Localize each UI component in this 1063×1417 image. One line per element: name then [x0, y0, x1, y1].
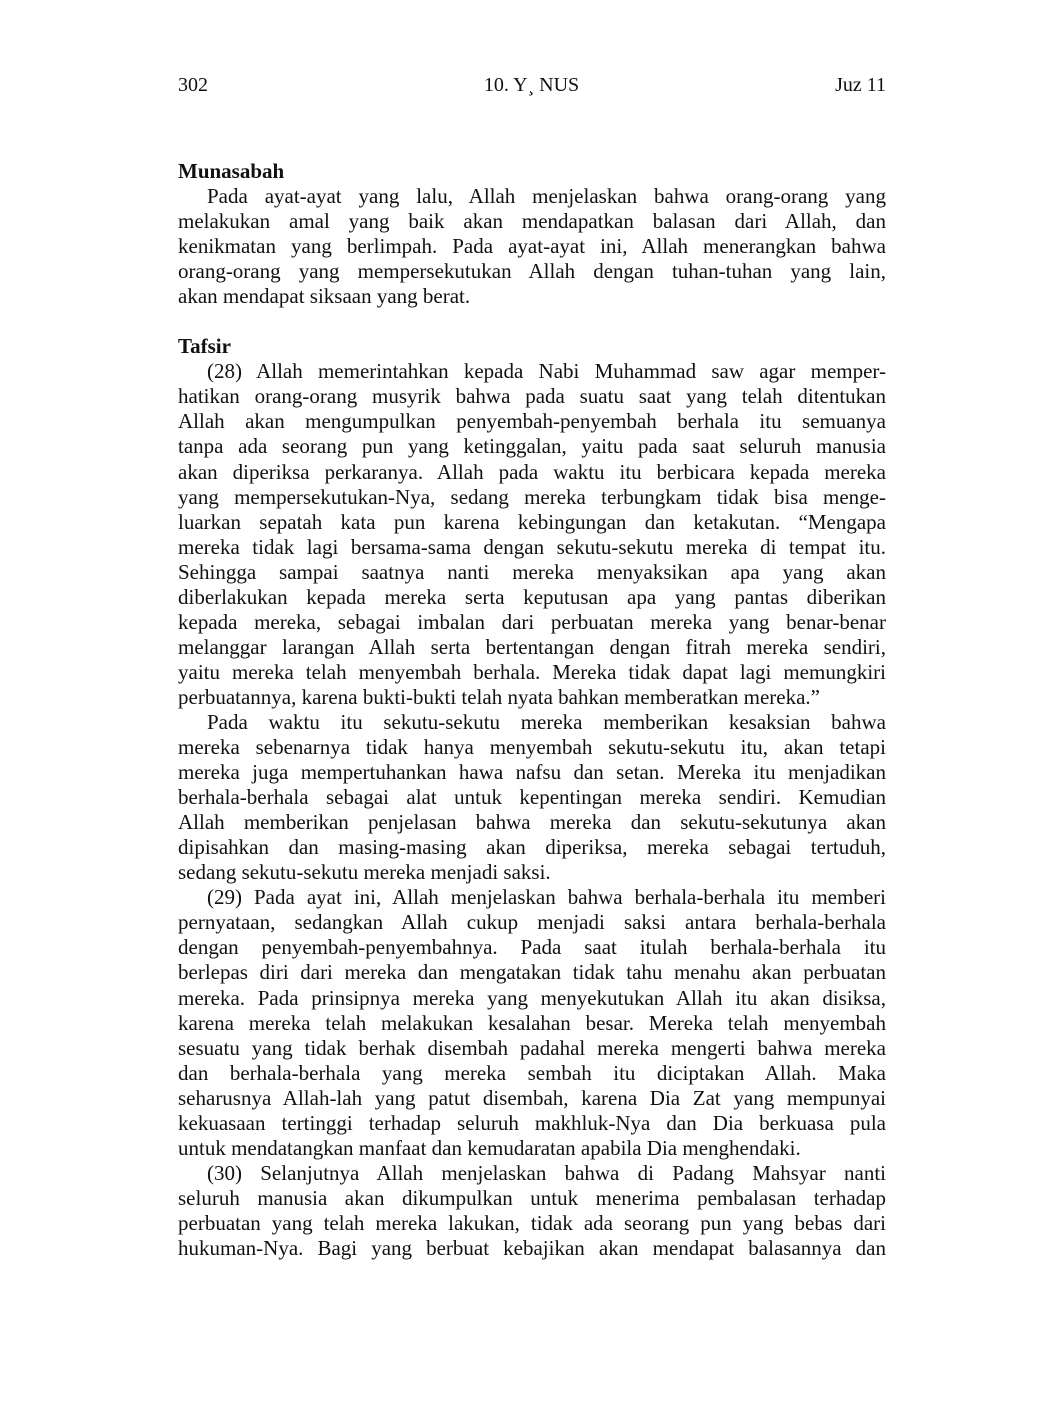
text-line: yang mempersekutukan-Nya, sedang mereka terbungkam tidak bisa menge-: [178, 484, 886, 509]
text-line: (29) Pada ayat ini, Allah menjelaskan bahwa berhala-berhala itu memberi: [207, 885, 886, 910]
text-line: dan berhala-berhala yang mereka sembah itu diciptakan Allah. Maka: [178, 1060, 886, 1085]
paragraph: [178, 885, 886, 1161]
text-line: kepada mereka, sebagai imbalan dari perbuatan mereka yang benar-benar: [178, 609, 886, 634]
text-line: diberlakukan kepada mereka serta keputusan apa yang pantas diberikan: [178, 584, 886, 609]
text-line: mereka juga mempertuhankan hawa nafsu dan setan. Mereka itu menjadikan: [178, 760, 886, 785]
text-line: akan mendapat siksaan yang berat.: [178, 284, 471, 309]
text-line: seluruh manusia akan dikumpulkan untuk menerima pembalasan terhadap: [178, 1185, 886, 1210]
text-line: dipisahkan dan masing-masing akan diperiksa, mereka sebagai tertuduh,: [178, 835, 886, 860]
text-line: karena mereka telah melakukan kesalahan besar. Mereka telah menyembah: [178, 1010, 886, 1035]
paragraph: [178, 359, 886, 710]
text-line: melakukan amal yang baik akan mendapatkan balasan dari Allah, dan: [178, 209, 886, 234]
text-line: berhala-berhala sebagai alat untuk kepentingan mereka sendiri. Kemudian: [178, 785, 886, 810]
text-line: untuk mendatangkan manfaat dan kemudaratan apabila Dia menghendaki.: [178, 1135, 801, 1160]
paragraph: [178, 184, 886, 309]
text-line: orang-orang yang mempersekutukan Allah dengan tuhan-tuhan yang lain,: [178, 259, 886, 284]
text-line: akan diperiksa perkaranya. Allah pada waktu itu berbicara kepada mereka: [178, 459, 886, 484]
section-heading: Tafsir: [178, 334, 231, 359]
text-line: berlepas diri dari mereka dan mengatakan tidak tahu menahu akan perbuatan: [178, 960, 886, 985]
section-heading: Munasabah: [178, 159, 285, 183]
section-gap: [178, 309, 886, 334]
page-number: 302: [178, 74, 208, 96]
text-line: perbuatannya, karena bukti-bukti telah nyata bahkan memberatkan mereka.”: [178, 684, 820, 709]
text-line: mereka. Pada prinsipnya mereka yang menyekutukan Allah itu akan disiksa,: [178, 985, 886, 1010]
paragraph: [178, 1161, 886, 1261]
text-line: dengan penyembah-penyembahnya. Pada saat itulah berhala-berhala itu: [178, 935, 886, 960]
text-line: kenikmatan yang berlimpah. Pada ayat-ayat ini, Allah menerangkan bahwa: [178, 234, 886, 259]
text-line: Allah memberikan penjelasan bahwa mereka dan sekutu-sekutunya akan: [178, 810, 886, 835]
text-line: Sehingga sampai saatnya nanti mereka menyaksikan apa yang akan: [178, 559, 886, 584]
running-title: 10. Y¸ NUS: [483, 74, 580, 96]
text-line: kekuasaan tertinggi terhadap seluruh makhluk-Nya dan Dia berkuasa pula: [178, 1110, 886, 1135]
text-line: Pada ayat-ayat yang lalu, Allah menjelaskan bahwa orang-orang yang: [207, 184, 886, 209]
text-line: hukuman-Nya. Bagi yang berbuat kebajikan akan mendapat balasannya dan: [178, 1235, 886, 1260]
text-line: Pada waktu itu sekutu-sekutu mereka memberikan kesaksian bahwa: [207, 709, 886, 734]
juz-label: Juz 11: [835, 74, 886, 96]
text-line: (28) Allah memerintahkan kepada Nabi Muhammad saw agar memper-: [207, 359, 886, 384]
text-line: yaitu mereka telah menyembah berhala. Mereka tidak dapat lagi memungkiri: [178, 659, 886, 684]
text-line: sesuatu yang tidak berhak disembah padahal mereka mengerti bahwa mereka: [178, 1035, 886, 1060]
text-line: tanpa ada seorang pun yang ketinggalan, yaitu pada saat seluruh manusia: [178, 434, 886, 459]
text-line: Allah akan mengumpulkan penyembah-penyembah berhala itu semuanya: [178, 409, 886, 434]
text-line: (30) Selanjutnya Allah menjelaskan bahwa di Padang Mahsyar nanti: [207, 1160, 886, 1185]
text-line: sedang sekutu-sekutu mereka menjadi saksi.: [178, 860, 551, 885]
text-line: hatikan orang-orang musyrik bahwa pada suatu saat yang telah ditentukan: [178, 384, 886, 409]
text-line: luarkan sepatah kata pun karena kebingungan dan ketakutan. “Mengapa: [178, 509, 886, 534]
text-line: seharusnya Allah-lah yang patut disembah, karena Dia Zat yang mempunyai: [178, 1085, 886, 1110]
text-line: mereka sebenarnya tidak hanya menyembah sekutu-sekutu itu, akan tetapi: [178, 735, 886, 760]
text-line: perbuatan yang telah mereka lakukan, tidak ada seorang pun yang bebas dari: [178, 1210, 886, 1235]
page-body: [178, 159, 886, 1261]
paragraph: [178, 710, 886, 885]
text-line: mereka tidak lagi bersama-sama dengan sekutu-sekutu mereka di tempat itu.: [178, 534, 886, 559]
text-line: melanggar larangan Allah serta bertentangan dengan fitrah mereka sendiri,: [178, 634, 886, 659]
text-line: pernyataan, sedangkan Allah cukup menjadi saksi antara berhala-berhala: [178, 910, 886, 935]
